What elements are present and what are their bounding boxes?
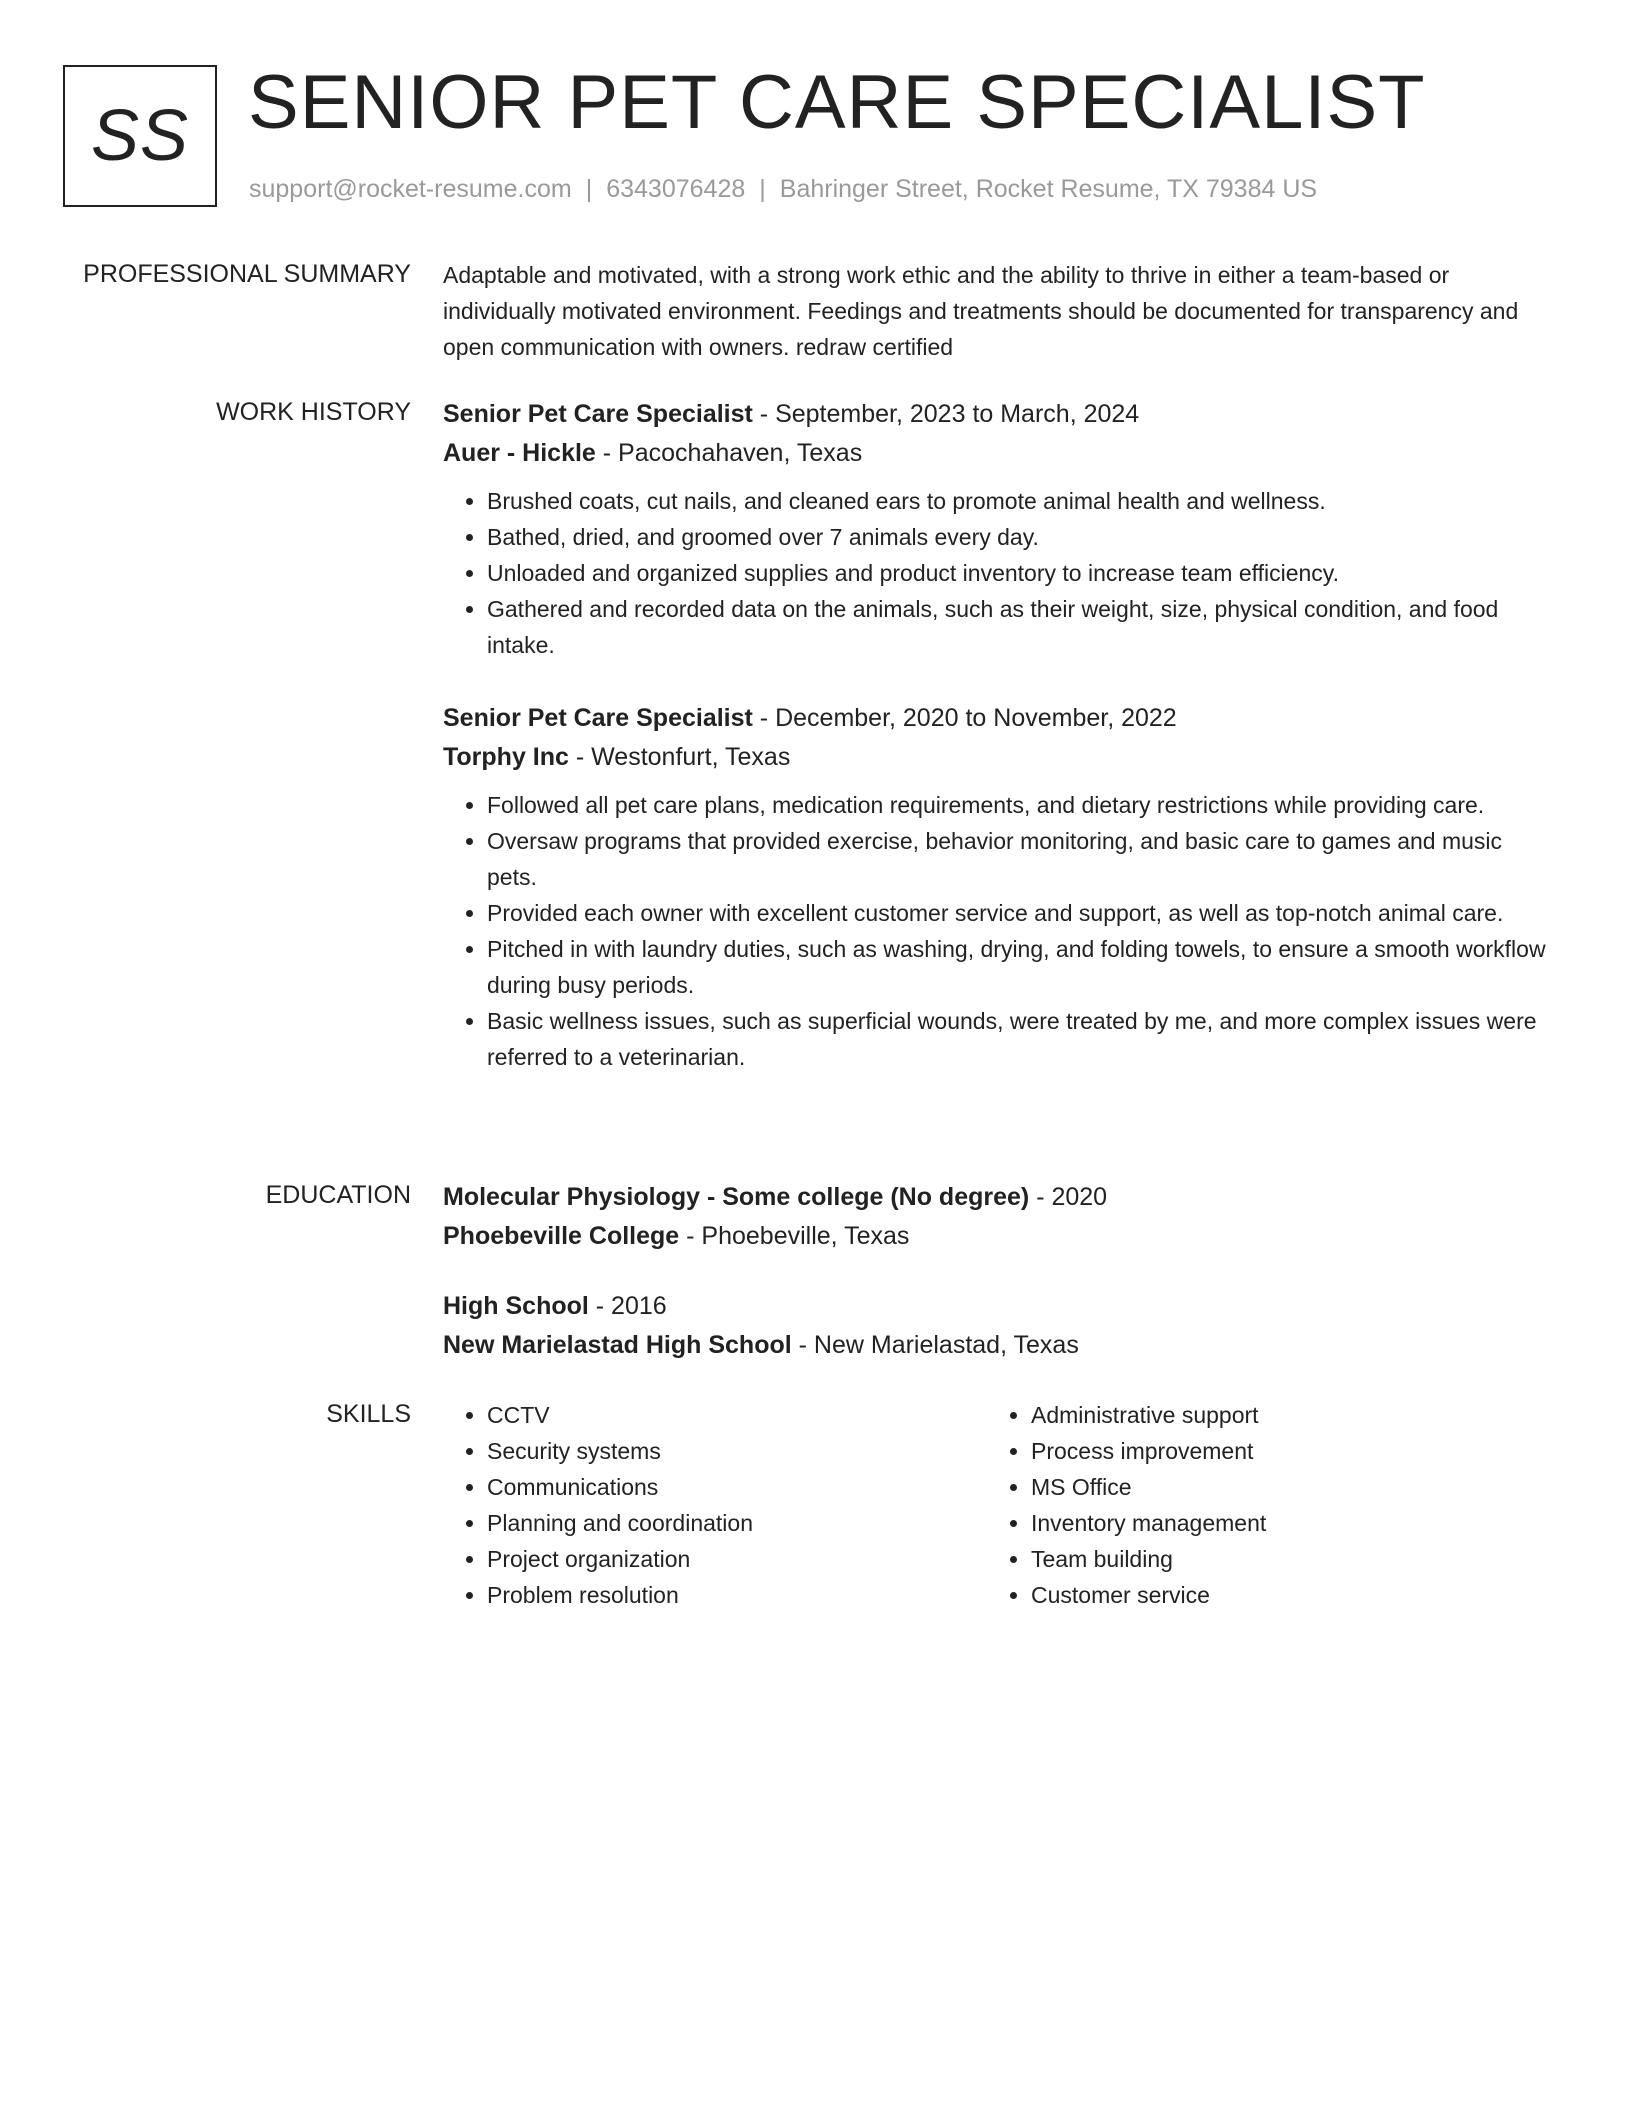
list-item: • Followed all pet care plans, medication requirements, and dietary restrictions while providing care.	[487, 787, 1553, 823]
job-role: Senior Pet Care Specialist	[443, 704, 753, 732]
school-line	[443, 1326, 1553, 1365]
skills-heading: SKILLS	[326, 1400, 411, 1428]
job-company-line	[443, 434, 1553, 473]
list-item: • Unloaded and organized supplies and product inventory to increase team efficiency.	[487, 555, 1553, 591]
school-line	[443, 1217, 1553, 1256]
skill-item: • Problem resolution	[487, 1577, 987, 1613]
job-title-line	[443, 395, 1553, 434]
degree-name: High School	[443, 1292, 589, 1320]
contact-phone: 6343076428	[606, 175, 746, 203]
summary-text: Adaptable and motivated, with a strong work ethic and the ability to thrive in either a team-based or individually motivated environment. Feedings and treatments should be documented for transparency and open communication with owners. redraw certified	[443, 262, 1519, 360]
degree-line	[443, 1178, 1553, 1217]
list-item: • Bathed, dried, and groomed over 7 animals every day.	[487, 519, 1553, 555]
initials-text: SS	[90, 96, 190, 176]
skills-column-right	[987, 1397, 1531, 1613]
list-item: • Basic wellness issues, such as superficial wounds, were treated by me, and more complex issues were referred to a veterinarian.	[487, 1003, 1553, 1075]
list-item: • Brushed coats, cut nails, and cleaned ears to promote animal health and wellness.	[487, 483, 1553, 519]
education-entry	[443, 1178, 1553, 1256]
job-duties-list	[443, 483, 1553, 663]
skill-item: • Communications	[487, 1469, 987, 1505]
skill-item: • Administrative support	[1031, 1397, 1531, 1433]
skill-item: • Customer service	[1031, 1577, 1531, 1613]
school-location: - New Marielastad, Texas	[791, 1331, 1079, 1359]
resume-title: SENIOR PET CARE SPECIALIST	[248, 60, 1426, 145]
skill-item: • MS Office	[1031, 1469, 1531, 1505]
skills-grid	[443, 1397, 1553, 1613]
school-name: Phoebeville College	[443, 1222, 680, 1250]
job-dates: - December, 2020 to November, 2022	[752, 704, 1177, 732]
list-item: • Pitched in with laundry duties, such as washing, drying, and folding towels, to ensure a smooth workflow during busy periods.	[487, 931, 1553, 1003]
job-company-line	[443, 738, 1553, 777]
skill-item: • Process improvement	[1031, 1433, 1531, 1469]
job-location: - Westonfurt, Texas	[568, 743, 791, 771]
summary-heading: PROFESSIONAL SUMMARY	[83, 260, 411, 288]
job-dates: - September, 2023 to March, 2024	[752, 400, 1140, 428]
job-entry	[443, 699, 1553, 1075]
list-item: • Oversaw programs that provided exercise, behavior monitoring, and basic care to games and music pets.	[487, 823, 1553, 895]
degree-line	[443, 1287, 1553, 1326]
job-title-line	[443, 699, 1553, 738]
contact-email: support@rocket-resume.com	[249, 175, 572, 203]
job-entry	[443, 395, 1553, 663]
contact-address: Bahringer Street, Rocket Resume, TX 79384 US	[779, 175, 1318, 203]
list-item: • Gathered and recorded data on the animals, such as their weight, size, physical condition, and food intake.	[487, 591, 1553, 663]
school-location: - Phoebeville, Texas	[679, 1222, 910, 1250]
skills-list	[987, 1397, 1531, 1613]
job-duties-list	[443, 787, 1553, 1075]
contact-separator: |	[585, 175, 593, 203]
initials-monogram	[63, 65, 217, 207]
degree-year: - 2016	[588, 1292, 667, 1320]
skills-list	[443, 1397, 987, 1613]
skill-item: • Project organization	[487, 1541, 987, 1577]
job-company: Torphy Inc	[443, 743, 569, 771]
job-role: Senior Pet Care Specialist	[443, 400, 753, 428]
skill-item: • Planning and coordination	[487, 1505, 987, 1541]
education-entry	[443, 1287, 1553, 1365]
contact-separator: |	[759, 175, 766, 203]
skill-item: • Inventory management	[1031, 1505, 1531, 1541]
degree-year: - 2020	[1029, 1183, 1108, 1211]
school-name: New Marielastad High School	[443, 1331, 792, 1359]
skills-column-left	[443, 1397, 987, 1613]
skill-item: • Security systems	[487, 1433, 987, 1469]
work-history-heading: WORK HISTORY	[216, 398, 411, 426]
contact-line	[249, 172, 1317, 206]
skill-item: • CCTV	[487, 1397, 987, 1433]
job-company: Auer - Hickle	[443, 439, 596, 467]
list-item: • Provided each owner with excellent customer service and support, as well as top-notch animal care.	[487, 895, 1553, 931]
degree-name: Molecular Physiology - Some college (No degree)	[443, 1183, 1030, 1211]
job-location: - Pacochahaven, Texas	[595, 439, 863, 467]
skill-item: • Team building	[1031, 1541, 1531, 1577]
education-heading: EDUCATION	[265, 1181, 411, 1209]
